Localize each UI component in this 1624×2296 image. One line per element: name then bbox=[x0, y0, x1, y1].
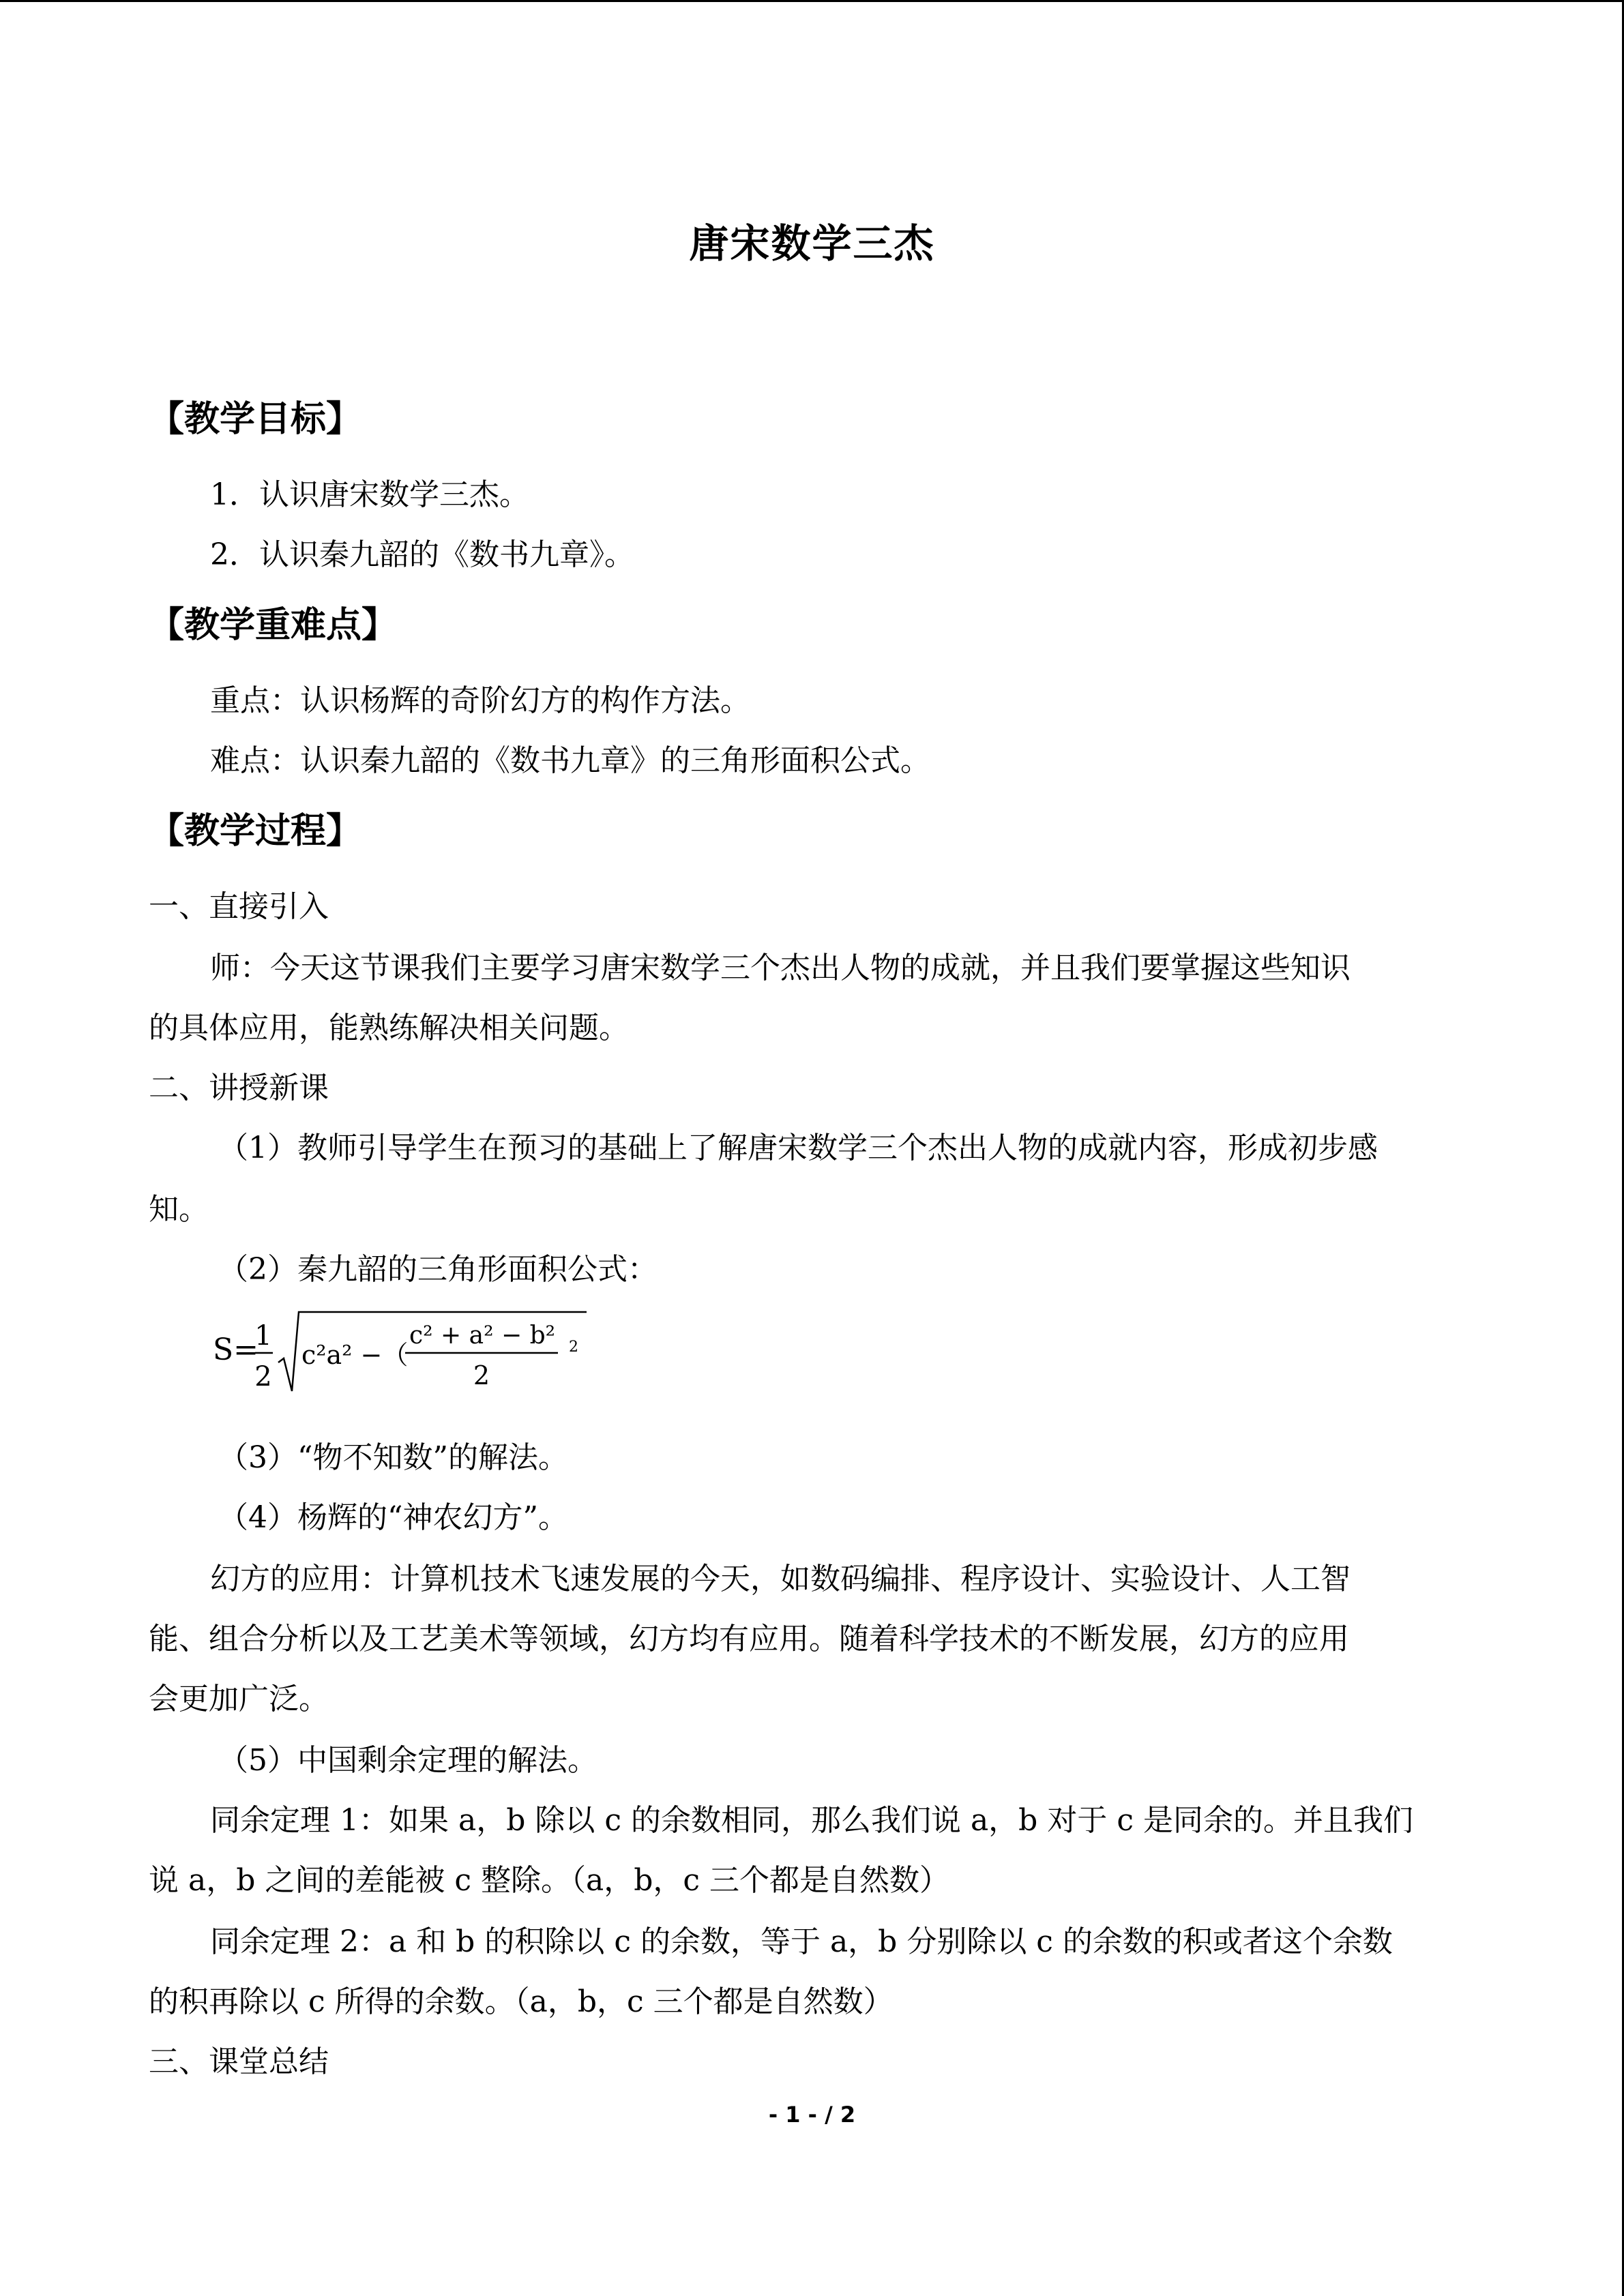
objective-item-1: 1．认识唐宋数学三杰。 bbox=[210, 477, 529, 512]
step1-line1: （1）教师引导学生在预习的基础上了解唐宋数学三个杰出人物的成就内容，形成初步感 bbox=[218, 1131, 1378, 1165]
step4-text: （4）杨辉的“神农幻方”。 bbox=[218, 1500, 568, 1535]
formula-inner-denominator: 2 bbox=[473, 1360, 490, 1390]
formula-half-numerator: 1 bbox=[254, 1320, 272, 1352]
heading-objectives: 【教学目标】 bbox=[149, 399, 362, 440]
step2-heading: （2）秦九韶的三角形面积公式： bbox=[218, 1252, 658, 1287]
heading-process: 【教学过程】 bbox=[149, 811, 362, 852]
magic-square-line2: 能、组合分析以及工艺美术等领域，幻方均有应用。随着科学技术的不断发展，幻方的应用 bbox=[149, 1622, 1349, 1656]
area-formula bbox=[213, 1301, 622, 1410]
formula-inner-numerator: c² + a² − b² bbox=[409, 1322, 556, 1350]
key-point-1: 重点：认识杨辉的奇阶幻方的构作方法。 bbox=[210, 683, 750, 718]
part2-title: 二、讲授新课 bbox=[149, 1071, 329, 1105]
step1-line2: 知。 bbox=[149, 1192, 209, 1227]
formula-lhs: S= bbox=[213, 1332, 259, 1367]
part1-text-line2: 的具体应用，能熟练解决相关问题。 bbox=[149, 1011, 629, 1045]
key-point-2: 难点：认识秦九韶的《数书九章》的三角形面积公式。 bbox=[210, 743, 930, 778]
magic-square-line3: 会更加广泛。 bbox=[149, 1682, 329, 1716]
objective-item-2: 2．认识秦九韶的《数书九章》。 bbox=[210, 537, 634, 572]
page-number: - 1 - / 2 bbox=[768, 2102, 856, 2128]
step5-text: （5）中国剩余定理的解法。 bbox=[218, 1743, 597, 1778]
formula-exponent: 2 bbox=[569, 1339, 578, 1356]
theorem2-line2: 的积再除以 c 所得的余数。（a，b，c 三个都是自然数） bbox=[149, 1984, 894, 2019]
step3-text: （3）“物不知数”的解法。 bbox=[218, 1440, 568, 1475]
magic-square-line1: 幻方的应用：计算机技术飞速发展的今天，如数码编排、程序设计、实验设计、人工智 bbox=[210, 1562, 1350, 1596]
document-title: 唐宋数学三杰 bbox=[689, 220, 935, 267]
part1-title: 一、直接引入 bbox=[149, 889, 329, 924]
theorem1-line2: 说 a，b 之间的差能被 c 整除。（a，b，c 三个都是自然数） bbox=[149, 1863, 950, 1898]
part3-title: 三、课堂总结 bbox=[149, 2044, 329, 2079]
formula-half-denominator: 2 bbox=[254, 1361, 272, 1392]
area-formula-svg bbox=[213, 1301, 622, 1410]
part1-text-line1: 师：今天这节课我们主要学习唐宋数学三个杰出人物的成就，并且我们要掌握这些知识 bbox=[210, 951, 1350, 985]
formula-term1: c²a² −（ bbox=[301, 1340, 409, 1370]
theorem2-line1: 同余定理 2：a 和 b 的积除以 c 的余数，等于 a，b 分别除以 c 的余数的积或者这个余数 bbox=[210, 1924, 1393, 1959]
theorem1-line1: 同余定理 1：如果 a，b 除以 c 的余数相同，那么我们说 a，b 对于 c 是同余的。并且我们 bbox=[210, 1803, 1413, 1838]
heading-key-points: 【教学重难点】 bbox=[149, 605, 398, 646]
